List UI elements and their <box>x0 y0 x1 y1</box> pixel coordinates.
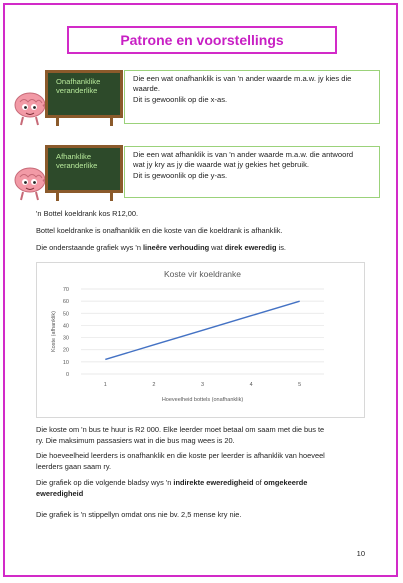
y-tick-label: 60 <box>62 299 69 306</box>
chalkboard-label: Onafhanklike veranderlike <box>56 77 101 95</box>
bold-term: eweredigheid <box>36 488 84 498</box>
chalkboard-leg <box>110 118 113 126</box>
paragraph-linear: Die onderstaande grafiek wys 'n lineêre verhouding wat direk eweredig is. <box>36 243 286 252</box>
bold-term: lineêre verhouding <box>143 243 210 252</box>
title-box <box>67 26 337 54</box>
paragraph-bus: Die koste om 'n bus te huur is R2 000. Elke leerder moet betaal om saam met die bus te ry. Die maksimum passasiers wat in die bus mag wees is 20. <box>36 425 325 445</box>
x-tick-label: 4 <box>249 382 253 388</box>
y-tick-label: 40 <box>62 323 69 330</box>
chalkboard-dependent <box>45 145 123 193</box>
bold-term: indirekte eweredigheid <box>173 478 254 487</box>
chalkboard-leg <box>110 193 113 201</box>
y-tick-label: 30 <box>62 335 69 342</box>
page-title: Patrone en voorstellings <box>120 32 284 48</box>
y-tick-label: 0 <box>65 372 69 378</box>
x-tick-label: 5 <box>298 382 302 388</box>
y-tick-label: 20 <box>62 347 69 354</box>
x-tick-label: 3 <box>200 382 205 388</box>
x-tick-label: 2 <box>152 382 156 388</box>
y-tick-label: 10 <box>62 359 69 366</box>
paragraph-bottle-price: 'n Bottel koeldrank kos R12,00. <box>36 209 139 218</box>
chalkboard-independent <box>45 70 123 118</box>
line-chart <box>37 263 364 417</box>
x-tick-label: 1 <box>103 382 107 388</box>
paragraph-dotted-line: Die grafiek is 'n stippellyn omdat ons nie bv. 2,5 mense kry nie. <box>36 510 242 519</box>
definition-independent: Die een wat onafhanklik is van 'n ander waarde m.a.w. jy kies die waarde. Dit is gewoonlik op die x-as. <box>124 70 380 124</box>
chalkboard-leg <box>56 193 59 201</box>
series-line <box>105 301 299 359</box>
chart-container <box>36 262 365 418</box>
paragraph-learners: Die hoeveelheid leerders is onafhanklik en die koste per leerder is afhanklik van hoeveel leerders gaan saam ry. <box>36 451 325 471</box>
y-tick-label: 70 <box>62 287 69 293</box>
chart-title: Koste vir koeldranke <box>163 269 242 279</box>
paragraph-inverse: Die grafiek op die volgende bladsy wys 'n indirekte eweredigheid of omgekeerde eweredigheid <box>36 478 308 498</box>
bold-term: omgekeerde <box>263 478 308 487</box>
chalkboard-leg <box>56 118 59 126</box>
x-axis-label: Hoeveelheid bottels (onafhanklik) <box>161 397 244 403</box>
definition-dependent: Die een wat afhanklik is van 'n ander waarde m.a.w. die antwoord wat jy kry as jy die waarde wat jy gekies het gebruik. Dit is gewoonlik op die y-as. <box>124 146 380 198</box>
paragraph-variables: Bottel koeldranke is onafhanklik en die koste van die koeldrank is afhanklik. <box>36 226 283 235</box>
bold-term: direk eweredig <box>224 243 277 252</box>
page-number: 10 <box>356 549 365 558</box>
y-tick-label: 50 <box>62 311 69 318</box>
chalkboard-label: Afhanklike veranderlike <box>56 152 98 170</box>
y-axis-label: Koste (afhanklik) <box>51 311 57 352</box>
